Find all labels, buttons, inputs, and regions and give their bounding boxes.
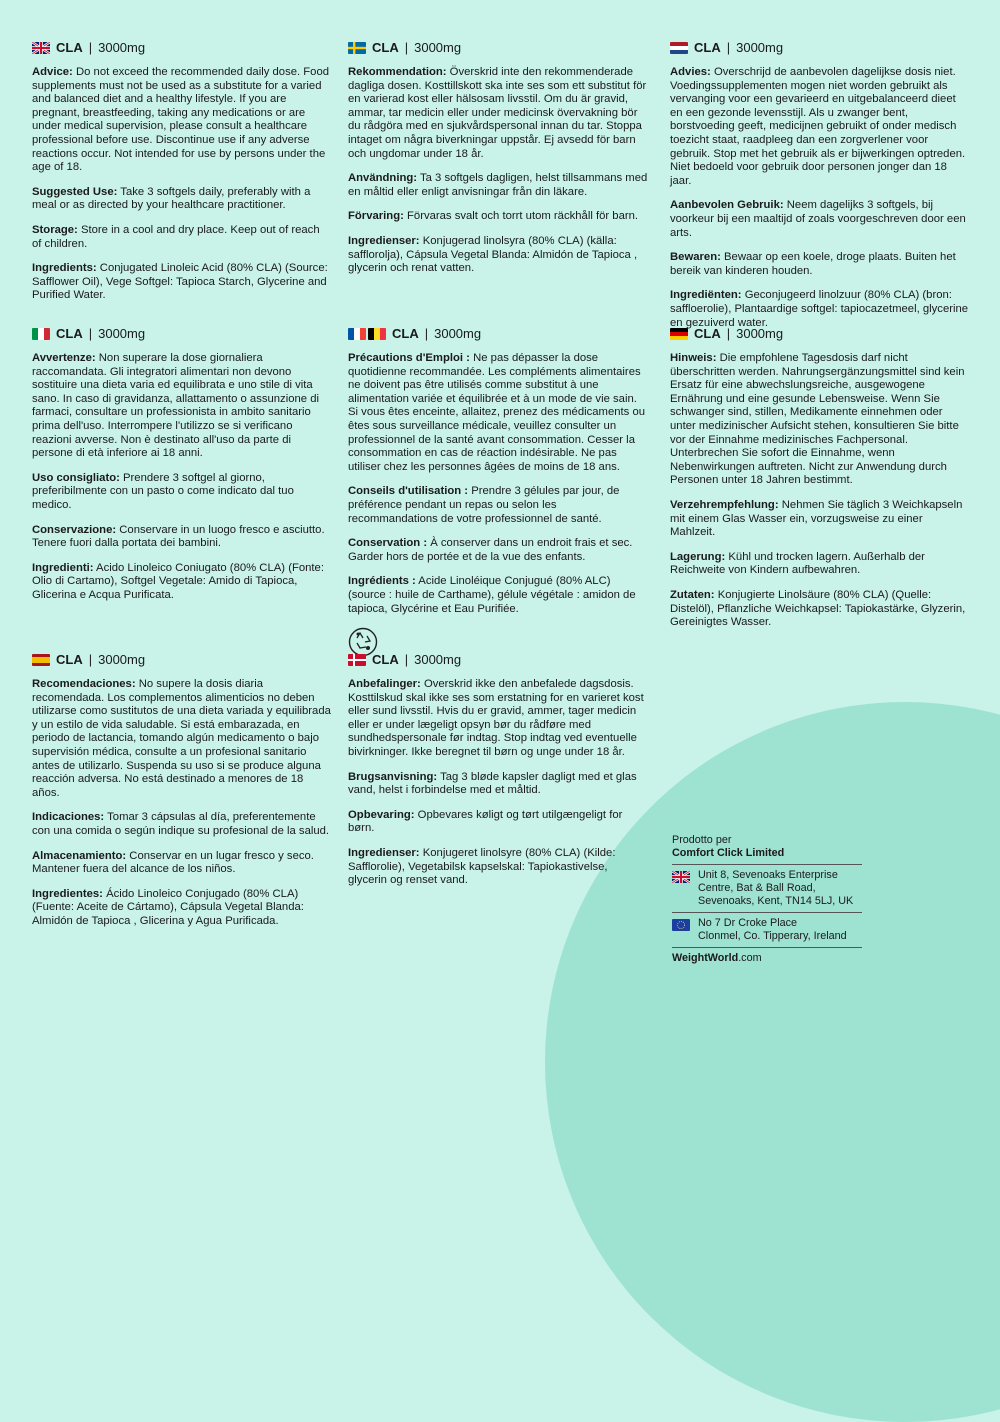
section-label: Opbevaring: (348, 808, 415, 821)
separator: | (88, 40, 93, 56)
address-line: Sevenoaks, Kent, TN14 5LJ, UK (698, 895, 854, 907)
section-text: Neem dagelijks 3 softgels, bij voorkeur bij een maaltijd of zoals voorgeschreven door een arts. (670, 199, 966, 239)
section-text: No supere la dosis diaria recomendada. Los complementos alimenticios no deben utilizarse como sustitutos de una dieta variada y equilibrada y un estilo de vida saludable. Si está embarazada, en periodo de lactancia, tomando algún medicamento o bajo supervisión médica, consulte a un profesional sanitario antes de utilizarlo. Suspenda su uso si se produce alguna reacción adversa. No está destinado a menores de 18 años. (32, 678, 331, 799)
info-section (348, 678, 648, 760)
address-line: Centre, Bat & Ball Road, (698, 882, 816, 894)
info-section (670, 251, 970, 278)
product-name: CLA (372, 652, 399, 668)
separator: | (404, 40, 409, 56)
section-label: Ingredienser: (348, 846, 420, 859)
section-label: Anbefalinger: (348, 678, 421, 690)
section-text: Ta 3 softgels dagligen, helst tillsammans med en måltid eller enligt anvisningar från din läkare. (348, 172, 648, 198)
france-flag-icon (348, 328, 366, 340)
spain-flag-icon (32, 654, 50, 666)
info-section (32, 811, 332, 838)
section-label: Förvaring: (348, 210, 404, 223)
info-section (32, 186, 332, 213)
panel-heading (670, 326, 970, 342)
ie-address-lines (698, 917, 847, 943)
section-text: Conservar en un lugar fresco y seco. Mantener fuera del alcance de los niños. (32, 849, 314, 876)
section-text: À conserver dans un endroit frais et sec. Garder hors de portée et de la vue des enfants. (348, 537, 633, 563)
section-label: Bewaren: (670, 251, 721, 264)
info-section (32, 888, 332, 929)
uk-flag-icon (32, 42, 50, 54)
section-text: Die empfohlene Tagesdosis darf nicht überschritten werden. Nahrungsergänzungsmittel sind kein Ersatz für eine abwechslungsreiche, ausgewogene Ernährung und eine gesunde Lebensweise. Wenn Sie schwanger sind, stillen, Medikamente einnehmen oder unter medizinischer Aufsicht stehen, konsultieren Sie bitte vor der Einnahme medizinisches Fachpersonal. Unterbrechen Sie sofort die Einnahme, wenn Nebenwirkungen auftreten. Nicht zur Anwendung durch Personen unter 18 Jahren bestimmt. (670, 352, 965, 487)
section-label: Ingredientes: (32, 887, 103, 900)
producer-block (672, 834, 862, 965)
section-text: Prendre 3 gélules par jour, de préférence pendant un repas ou selon les recommandations de votre professionnel de santé. (348, 485, 620, 525)
product-name: CLA (56, 652, 83, 668)
section-label: Uso consigliato: (32, 471, 120, 484)
section-text: Tomar 3 cápsulas al día, preferentemente con una comida o según indique su profesional de la salud. (32, 811, 330, 837)
flag-group (348, 42, 366, 54)
info-section (348, 172, 648, 199)
section-label: Recomendaciones: (32, 678, 136, 690)
panel-sv (348, 40, 648, 287)
product-name: CLA (694, 40, 721, 56)
section-label: Lagerung: (670, 550, 726, 563)
product-name: CLA (694, 326, 721, 342)
panel-heading (32, 652, 332, 668)
separator: | (88, 326, 93, 342)
info-section (32, 472, 332, 513)
info-section (670, 551, 970, 578)
product-dose: 3000mg (736, 326, 784, 342)
section-label: Ingredienser: (348, 234, 420, 247)
section-text: Opbevares køligt og tørt utilgængeligt for børn. (348, 808, 623, 835)
producer-header: Prodotto per (672, 834, 732, 846)
product-dose: 3000mg (434, 326, 482, 342)
panel-da (348, 652, 648, 899)
info-section (32, 678, 332, 800)
ie-address (672, 912, 862, 947)
product-name: CLA (372, 40, 399, 56)
section-label: Ingredienti: (32, 561, 94, 574)
section-label: Aanbevolen Gebruik: (670, 199, 784, 212)
panel-de (670, 326, 970, 641)
info-section (670, 289, 970, 330)
section-text: Non superare la dose giornaliera raccomandata. Gli integratori alimentari non devono sostituire una dieta varia ed equilibrata e uno stile di vita sano. In caso di gravidanza, allattamento o assunzione di farmaci, consultare un professionista in ambito sanitario prima dell'uso. Interrompere l'utilizzo se si verificano reazioni avverse. Non è destinato all'uso da parte di persone di età inferiore ai 18 anni. (32, 352, 319, 460)
section-text: Acido Linoleico Coniugato (80% CLA) (Fonte: Olio di Cartamo), Softgel Vegetale: Amido di Tapioca, Glicerina e Acqua Purificata. (32, 561, 324, 601)
separator: | (726, 326, 731, 342)
info-section (670, 352, 970, 488)
address-line: Unit 8, Sevenoaks Enterprise (698, 869, 838, 881)
section-text: Take 3 softgels daily, preferably with a meal or as directed by your healthcare practitioner. (32, 185, 311, 212)
panel-en (32, 40, 332, 314)
panel-heading (348, 326, 648, 342)
section-label: Ingrediënten: (670, 289, 742, 302)
panel-heading (32, 326, 332, 342)
uk-flag-icon (672, 871, 690, 883)
section-text: Konjugierte Linolsäure (80% CLA) (Quelle: Distelöl), Pflanzliche Weichkapsel: Tapiokastärke, Glyzerin, Gereinigtes Wasser. (670, 588, 966, 629)
section-text: Store in a cool and dry place. Keep out of reach of children. (32, 223, 320, 250)
info-section (32, 224, 332, 251)
section-text: Ácido Linoleico Conjugado (80% CLA) (Fuente: Aceite de Cártamo), Cápsula Vegetal Blanda: Almidón de Tapioca , Glicerina y Agua Purificada. (32, 887, 304, 927)
separator: | (424, 326, 429, 342)
producer-company: Comfort Click Limited (672, 847, 785, 859)
separator: | (88, 652, 93, 668)
section-label: Suggested Use: (32, 185, 118, 198)
separator: | (726, 40, 731, 56)
info-section (670, 199, 970, 240)
section-text: Acide Linoléique Conjugué (80% ALC) (source : huile de Carthame), gélule végétale : amidon de tapioca, Glycérine et Eau Purifiée. (348, 575, 636, 615)
info-section (348, 537, 648, 564)
product-dose: 3000mg (414, 40, 462, 56)
section-label: Ingrédients : (348, 575, 416, 588)
section-text: Prendere 3 softgel al giorno, preferibilmente con un pasto o come indicato dal tuo medico. (32, 471, 294, 511)
flag-group (32, 328, 50, 340)
section-label: Verzehrempfehlung: (670, 498, 779, 511)
website-brand: WeightWorld (672, 952, 739, 964)
section-label: Avvertenze: (32, 352, 96, 364)
info-section (348, 771, 648, 798)
section-label: Conservation : (348, 537, 428, 550)
denmark-flag-icon (348, 654, 366, 666)
section-text: Överskrid inte den rekommenderade dagliga dosen. Kosttillskott ska inte ses som ett substitut för en varierad kost eller hälsosam livsstil. Om du är gravid, ammar, tar medicin eller under medicinsk övervakning bör du rådgöra med en sjukvårdspersonal innan du tar. Stoppa intaget om några biverkningar uppstår. Ej avsedd för barn och ungdomar under 18 år. (348, 66, 647, 160)
belgium-flag-icon (368, 328, 386, 340)
section-label: Användning: (348, 172, 418, 185)
address-line: Clonmel, Co. Tipperary, Ireland (698, 930, 847, 942)
website (672, 947, 862, 965)
panel-fr (348, 326, 648, 662)
section-label: Zutaten: (670, 588, 715, 601)
separator: | (404, 652, 409, 668)
flag-group (670, 328, 688, 340)
product-dose: 3000mg (98, 326, 146, 342)
product-dose: 3000mg (414, 652, 462, 668)
section-label: Conservazione: (32, 523, 117, 536)
product-dose: 3000mg (98, 40, 146, 56)
product-dose: 3000mg (736, 40, 784, 56)
section-text: Do not exceed the recommended daily dose. Food supplements must not be used as a substitute for a varied and balanced diet and a healthy lifestyle. If you are pregnant, breastfeeding, taking any medications or are under medical supervision, please consult a healthcare professional before use. Discontinue use if any adverse reactions occur. Not intended for use by persons under the age of 18. (32, 66, 330, 174)
eu-flag-icon (672, 919, 690, 931)
product-name: CLA (392, 326, 419, 342)
info-section (670, 66, 970, 188)
section-text: Ne pas dépasser la dose quotidienne recommandée. Les compléments alimentaires ne doivent pas être utilisés comme substitut à une alimentation variée et équilibrée et à un mode de vie sain. Si vous êtes enceinte, allaitez, prenez des médicaments ou êtes sous surveillance médicale, veuillez consulter un professionnel de la santé avant consommation. Cesser la consommation en cas de réaction indésirable. Ne pas utiliser chez les personnes âgées de moins de 18 ans. (348, 352, 646, 473)
flag-group (32, 42, 50, 54)
info-section (32, 262, 332, 303)
section-text: Konjugeret linolsyre (80% CLA) (Kilde: Safflorolie), Vegetabilsk kapselskal: Tapiokastivelse, glycerin og renset vand. (348, 846, 616, 887)
germany-flag-icon (670, 328, 688, 340)
panel-it (32, 326, 332, 614)
section-label: Advies: (670, 66, 711, 78)
product-dose: 3000mg (98, 652, 146, 668)
section-text: Kühl und trocken lagern. Außerhalb der Reichweite von Kindern aufbewahren. (670, 550, 925, 577)
section-label: Ingredients: (32, 262, 97, 275)
product-name: CLA (56, 326, 83, 342)
info-section (348, 847, 648, 888)
netherlands-flag-icon (670, 42, 688, 54)
info-section (348, 352, 648, 474)
panel-heading (670, 40, 970, 56)
panel-nl (670, 40, 970, 341)
panel-heading (348, 40, 648, 56)
section-label: Conseils d'utilisation : (348, 485, 469, 498)
uk-address (672, 864, 862, 912)
info-section (348, 66, 648, 161)
panel-heading (348, 652, 648, 668)
info-section (348, 809, 648, 836)
italy-flag-icon (32, 328, 50, 340)
section-text: Konjugerad linolsyra (80% CLA) (källa: safflorolja), Cápsula Vegetal Blanda: Almidón de Tapioca , glycerin och renat vatten. (348, 234, 638, 275)
section-label: Précautions d'Emploi : (348, 352, 470, 364)
section-label: Almacenamiento: (32, 849, 127, 862)
panel-heading (32, 40, 332, 56)
section-text: Overschrijd de aanbevolen dagelijkse dosis niet. Voedingssupplementen mogen niet worden gebruikt als vervanging voor een gevarieerd en uitgebalanceerd dieet en een gezonde levensstijl. Als u zwanger bent, borstvoeding geeft, medicijnen gebruikt of onder medisch toezicht staat, raadpleeg dan een zorgverlener voor gebruik. Stop met het gebruik als er bijwerkingen optreden. Niet bedoeld voor gebruik door personen jonger dan 18 jaar. (670, 66, 966, 187)
sweden-flag-icon (348, 42, 366, 54)
info-section (348, 235, 648, 276)
info-section (348, 485, 648, 526)
info-section (32, 352, 332, 461)
website-tld: .com (738, 952, 762, 964)
section-text: Tag 3 bløde kapsler dagligt med et glas vand, helst i forbindelse med et måltid. (348, 770, 637, 797)
section-label: Brugsanvisning: (348, 770, 438, 783)
info-section (32, 66, 332, 175)
section-text: Förvaras svalt och torrt utom räckhåll för barn. (403, 210, 639, 223)
info-section (348, 210, 648, 224)
section-label: Indicaciones: (32, 811, 105, 824)
section-text: Bewaar op een koele, droge plaats. Buiten het bereik van kinderen houden. (670, 251, 956, 277)
info-section (670, 499, 970, 540)
info-section (348, 575, 648, 616)
panel-es (32, 652, 332, 940)
section-text: Conjugated Linoleic Acid (80% CLA) (Source: Safflower Oil), Vege Softgel: Tapioca Starch, Glycerine and Purified Water. (32, 262, 328, 302)
address-line: No 7 Dr Croke Place (698, 917, 798, 929)
product-name: CLA (56, 40, 83, 56)
section-text: Overskrid ikke den anbefalede dagsdosis. Kosttilskud skal ikke ses som erstatning for en varieret kost eller sund livsstil. Hvis du er gravid, ammer, tager medicin eller er under lægeligt opsyn bør du rådføre med sundhedspersonale før indtag. Stop indtag ved eventuelle bivirkninger. Ikke beregnet til børn og unge under 18 år. (348, 678, 644, 758)
section-label: Hinweis: (670, 352, 717, 364)
flag-group (348, 328, 386, 340)
section-label: Advice: (32, 66, 73, 78)
section-text: Geconjugeerd linolzuur (80% CLA) (bron: saffloerolie), Plantaardige softgel: tapiocazetmeel, glycerine en gezuiverd water. (670, 289, 969, 329)
info-section (32, 562, 332, 603)
info-section (670, 589, 970, 630)
section-text: Nehmen Sie täglich 3 Weichkapseln mit einem Glas Wasser ein, vorzugsweise zu einer Mahlzeit. (670, 498, 963, 539)
section-text: Conservare in un luogo fresco e asciutto. Tenere fuori dalla portata dei bambini. (32, 523, 325, 550)
flag-group (32, 654, 50, 666)
uk-address-lines (698, 869, 853, 908)
info-section (32, 524, 332, 551)
info-section (32, 850, 332, 877)
section-label: Storage: (32, 223, 78, 236)
flag-group (348, 654, 366, 666)
flag-group (670, 42, 688, 54)
section-label: Rekommendation: (348, 66, 447, 78)
